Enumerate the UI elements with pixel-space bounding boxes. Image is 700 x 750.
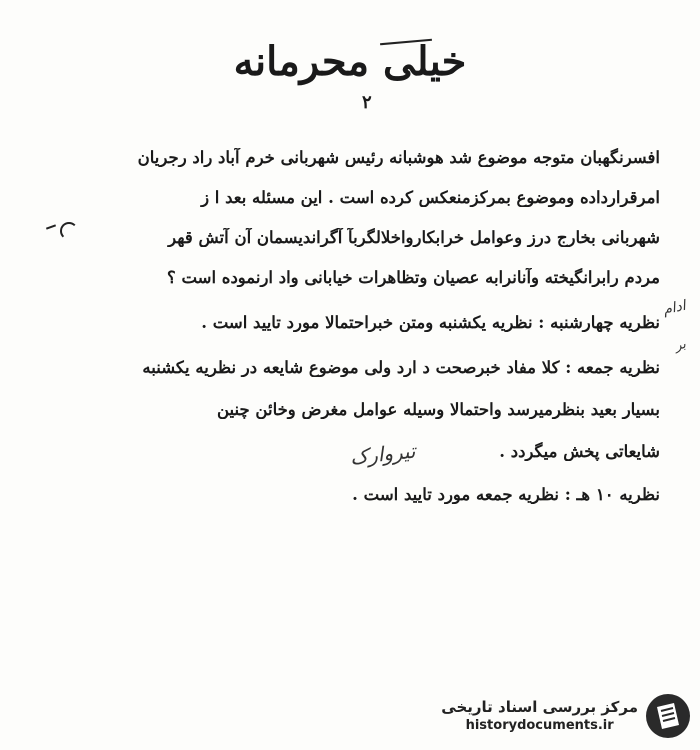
archive-logo-icon xyxy=(644,692,692,740)
title-number: ۲ xyxy=(362,92,372,113)
watermark-site: historydocuments.ir xyxy=(465,718,614,733)
margin-note-b: بر xyxy=(673,336,688,355)
text-line-8: شایعاتی پخش میگردد . xyxy=(499,442,660,461)
handwritten-signature: تیروارک xyxy=(348,438,417,470)
watermark-text xyxy=(441,697,638,735)
text-line-3: شهربانی بخارج درز وعوامل خرابکارواخلالگربآ آگراندیسمان آن آتش قهر xyxy=(168,228,660,247)
document-title: خیلی محرمانه xyxy=(233,38,467,85)
text-line-4: مردم رابرانگیخته وآنانرابه عصیان وتظاهرات خیابانی واد ارنموده است ؟ xyxy=(166,268,660,287)
margin-note-a: ادام xyxy=(661,297,688,319)
text-line-2: امرقرارداده وموضوع بمرکزمنعکس کرده است . این مسئله بعد ا ز xyxy=(201,188,660,207)
text-line-1: افسرنگهبان متوجه موضوع شد هوشبانه رئیس شهربانی خرم آباد راد رجریان xyxy=(137,148,660,167)
handwritten-hook xyxy=(60,222,78,240)
watermark-title: مرکز بررسی اسناد تاریخی xyxy=(441,698,638,716)
text-line-9: نظریه ۱۰ هـ : نظریه جمعه مورد تایید است . xyxy=(352,485,660,504)
text-line-6: نظریه جمعه : کلا مفاد خبرصحت د ارد ولی موضوع شایعه در نظریه یکشنبه xyxy=(142,358,660,377)
text-line-5: نظریه چهارشنبه : نظریه یکشنبه ومتن خبراحتمالا مورد تایید است . xyxy=(201,313,660,332)
archive-watermark xyxy=(410,690,692,742)
text-line-7: بسیار بعید بنظرمیرسد واحتمالا وسیله عوامل مغرض وخائن چنین xyxy=(216,400,660,419)
